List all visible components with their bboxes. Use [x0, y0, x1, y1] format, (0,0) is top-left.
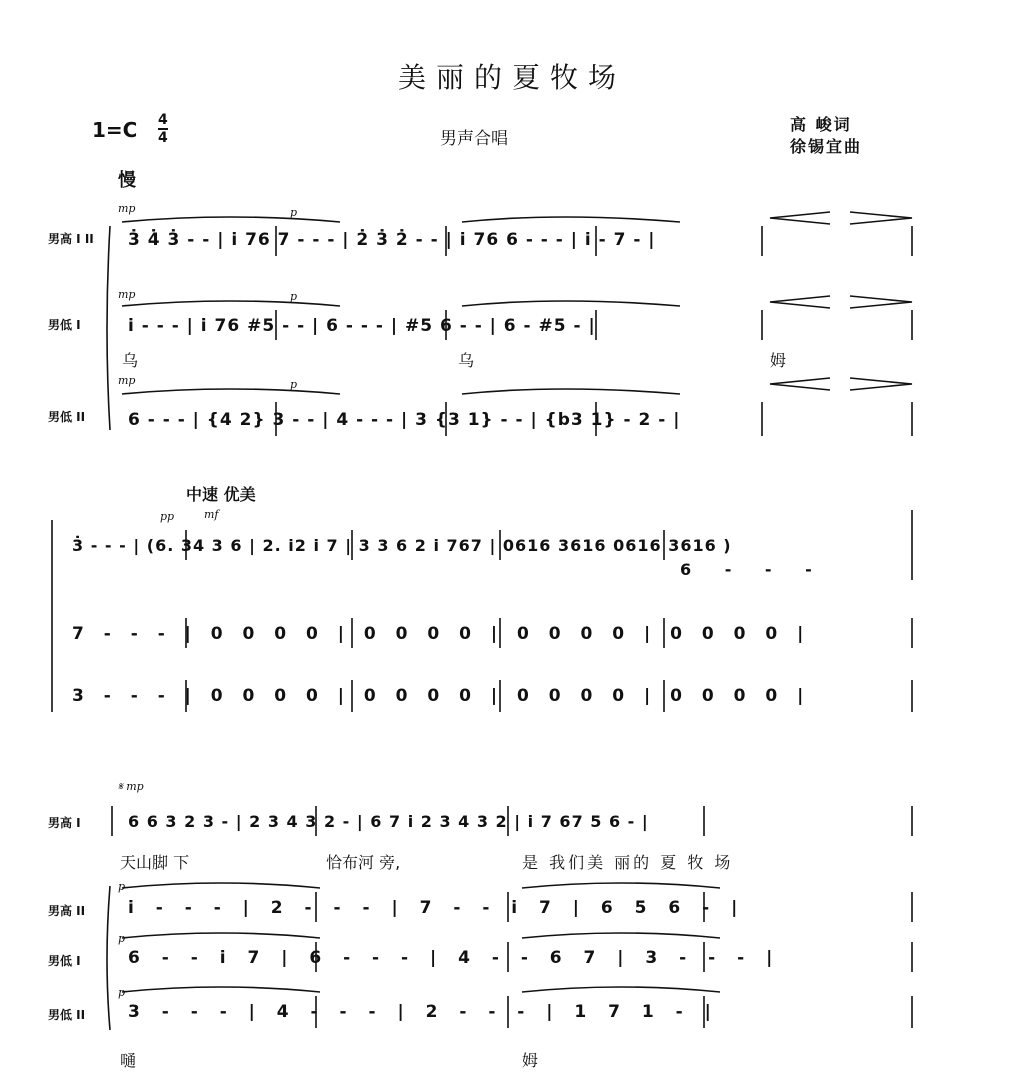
- system3-lyric-4: 嗵: [120, 1051, 137, 1070]
- voice-label-bass1: 男低 I: [48, 318, 81, 332]
- system2-bass1-line: 7 - - - | 0 0 0 0 | 0 0 0 0 | 0 0 0 0 | 0 0 0 0 |: [72, 624, 805, 644]
- tempo-slow: 慢: [118, 170, 136, 191]
- dynamic-mf: mf: [204, 508, 219, 521]
- dynamic-p-4: p: [118, 880, 126, 893]
- dynamic-mp-3: mp: [118, 374, 136, 387]
- system3-tenor2-line: i - - - | 2 - - - | 7 - - i 7 | 6 5 6 - |: [128, 898, 739, 918]
- dynamic-p-2: p: [290, 290, 298, 303]
- system1-bass1-line: i - - - | i 76 #5 - - | 6 - - - | #5 6 - - | 6 - #5 - |: [128, 316, 596, 336]
- composer-credit: 徐锡宜曲: [790, 137, 863, 156]
- voice-label-bass2-sys3: 男低 II: [48, 1008, 86, 1022]
- voice-label-bass2: 男低 II: [48, 410, 86, 424]
- system3-tenor1-line: 6 6 3 2 3 - | 2 3 4 3 2 - | 6 7 i 2 3 4 3 2 | i 7 67 5 6 - |: [128, 812, 649, 831]
- voice-label-tenor2: 男高 II: [48, 904, 86, 918]
- dynamic-p-3: p: [290, 378, 298, 391]
- key-signature: 1=C: [92, 118, 138, 142]
- song-title: 美丽的夏牧场: [397, 61, 626, 94]
- system1-lyric-2: 乌: [458, 351, 475, 370]
- segno-mp: 𝄋 mp: [118, 780, 144, 793]
- system3-lyric-1: 天山脚 下: [120, 853, 190, 872]
- system1-lyric-1: 乌: [122, 351, 139, 370]
- system1-tenor-line: 3̇ 4̇ 3̇ - - | i 76 7 - - - | 2̇ 3̇ 2̇ - - | i 76 6 - - - | i - 7 - |: [128, 230, 656, 250]
- time-signature-bottom: 4: [158, 130, 168, 146]
- system3-lyric-5: 姆: [522, 1051, 539, 1070]
- genre-label: 男声合唱: [440, 129, 508, 149]
- dynamic-pp: pp: [160, 510, 175, 523]
- system3-bass2-line: 3 - - - | 4 - - - | 2 - - - | 1 7 1 - |: [128, 1002, 712, 1022]
- system2-tenor-line: 3̇ - - - | (6. 34 3 6 | 2. i2 i 7 | 3 3 6 2 i 767 | 0616 3616 0616 3616 ): [72, 536, 732, 555]
- system3-lyric-2: 恰布河 旁,: [326, 853, 401, 872]
- system2-tenor-low: 6 - - -: [680, 560, 826, 579]
- time-signature: [158, 112, 168, 146]
- dynamic-p: p: [290, 206, 298, 219]
- tempo-medium: 中速 优美: [186, 485, 256, 504]
- system1-bass2-line: 6 - - - | {4 2} 3 - - | 4 - - - | 3 {3 1} - - | {b3 1} - 2 - |: [128, 410, 681, 430]
- voice-label-tenor: 男高 I II: [48, 232, 94, 246]
- dynamic-mp-2: mp: [118, 288, 136, 301]
- system1-lyric-3: 姆: [770, 351, 787, 370]
- system3-lyric-3: 是 我们美 丽的 夏 牧 场: [522, 853, 734, 872]
- voice-label-bass1-sys3: 男低 I: [48, 954, 81, 968]
- system3-bass1-line: 6 - - i 7 | 6 - - - | 4 - - 6 7 | 3 - - - |: [128, 948, 774, 968]
- system2-bass2-line: 3 - - - | 0 0 0 0 | 0 0 0 0 | 0 0 0 0 | 0 0 0 0 |: [72, 686, 805, 706]
- voice-label-tenor1: 男高 I: [48, 816, 81, 830]
- dynamic-mp: mp: [118, 202, 136, 215]
- lyricist-credit: 高 峻词: [790, 115, 852, 134]
- time-signature-top: 4: [158, 112, 168, 128]
- dynamic-p-5: p: [118, 932, 126, 945]
- dynamic-p-6: p: [118, 986, 126, 999]
